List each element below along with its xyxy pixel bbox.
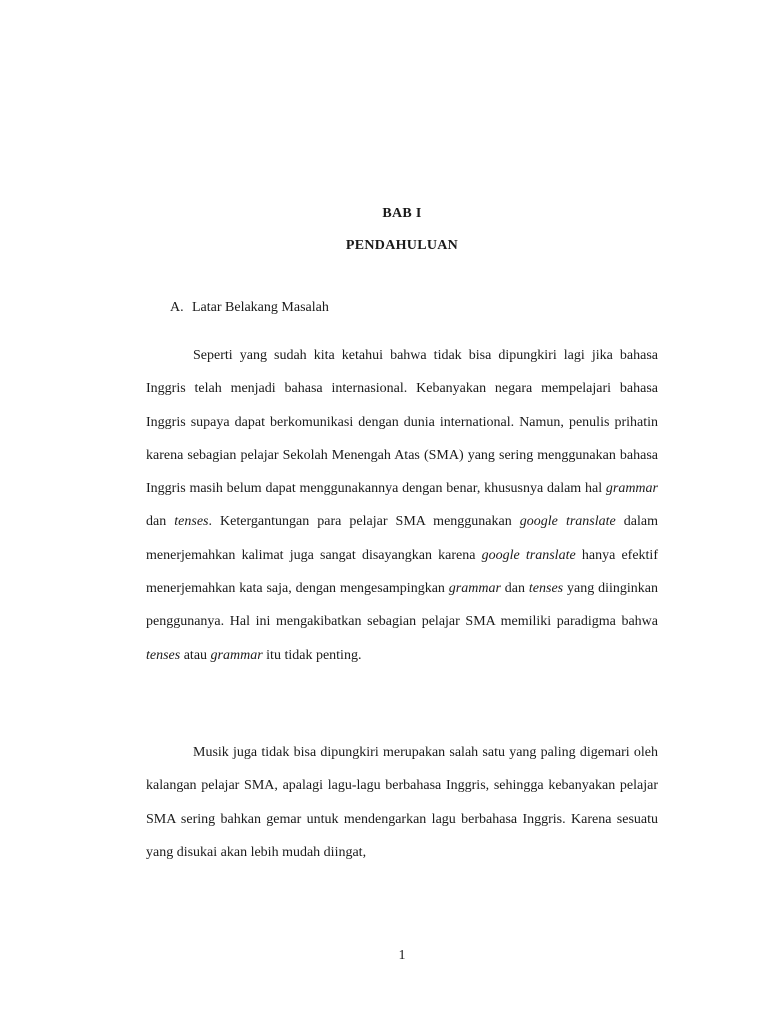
italic-term: tenses (146, 647, 181, 663)
text-run: atau (180, 647, 211, 663)
italic-term: grammar (448, 581, 501, 597)
italic-term: google translate (519, 514, 616, 530)
text-run: Musik juga tidak bisa dipungkiri merupakan salah satu yang paling digemari oleh kalangan pelajar SMA, apalagi lagu-lagu berbahasa Inggris, sehingga kebanyakan pelajar SMA sering bahkan gemar untuk mendengarkan lagu berbahasa Inggris. Karena sesuatu yang disukai akan lebih mudah diingat, (146, 745, 658, 860)
section-heading (170, 300, 329, 316)
paragraph-2 (146, 736, 658, 869)
chapter-heading: BAB I (382, 206, 422, 221)
italic-term: google translate (481, 547, 576, 563)
italic-term: tenses (174, 514, 209, 530)
text-run: itu tidak penting. (262, 647, 362, 663)
section-letter: A. (170, 300, 184, 315)
italic-term: grammar (605, 481, 658, 497)
italic-term: tenses (528, 581, 564, 597)
text-run: Seperti yang sudah kita ketahui bahwa tidak bisa dipungkiri lagi jika bahasa Inggris telah menjadi bahasa internasional. Kebanyakan negara mempelajari bahasa Inggris supaya dapat berkomunikasi dengan dunia international. Namun, penulis prihatin karena sebagian pelajar Sekolah Menengah Atas (SMA) yang sering menggunakan bahasa Inggris masih belum dapat menggunakannya dengan benar, khususnya dalam hal (146, 348, 658, 497)
paragraph-1 (146, 339, 658, 672)
text-run: yang diinginkan penggunanya. Hal ini mengakibatkan sebagian pelajar SMA memiliki paradigma bahwa (146, 581, 658, 630)
text-run: dan (500, 581, 529, 597)
text-run: . Ketergantungan para pelajar SMA menggunakan (208, 514, 520, 530)
text-run: hanya efektif menerjemahkan kata saja, dengan mengesampingkan (146, 547, 658, 597)
page-number: 1 (398, 948, 406, 963)
chapter-title: PENDAHULUAN (345, 238, 459, 253)
text-run: dan (146, 514, 175, 530)
text-run: dalam menerjemahkan kalimat juga sangat disayangkan karena (146, 514, 658, 563)
section-title-text: Latar Belakang Masalah (192, 300, 329, 315)
italic-term: grammar (210, 647, 263, 663)
